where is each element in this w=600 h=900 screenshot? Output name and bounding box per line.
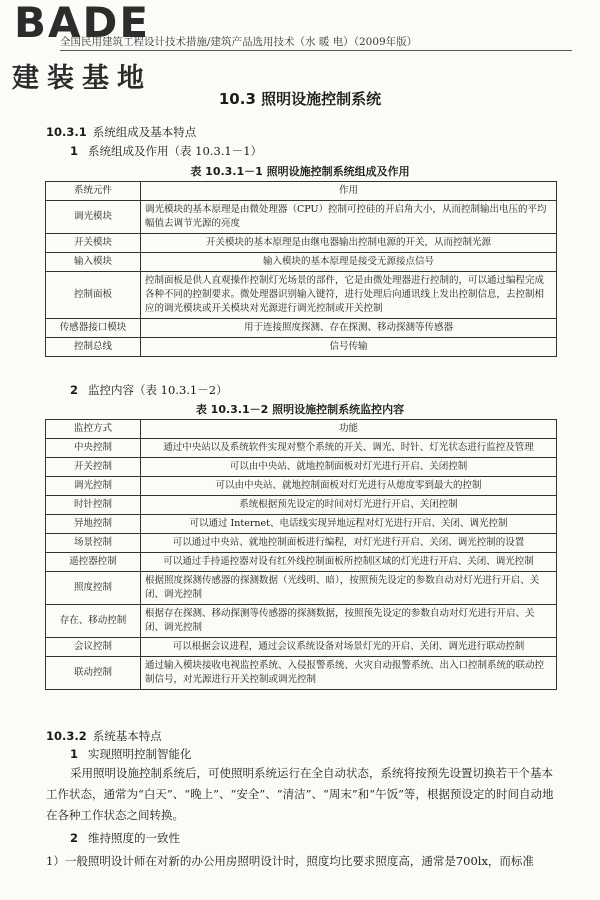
subsection-number: 10.3.1 [46,125,87,139]
table-row [46,458,557,477]
row-desc-cell: 可以通过 Internet、电话线实现异地远程对灯光进行开启、关闭、调光控制 [141,515,557,534]
list-item [70,746,192,762]
item-number: 2 [70,383,79,397]
row-desc-cell: 调光模块的基本原理是由微处理器（CPU）控制可控硅的开启角大小，从而控制输出电压的平均幅值去调节光源的亮度 [141,201,557,234]
subsection-title: 系统组成及基本特点 [92,125,197,139]
running-title: 全国民用建筑工程设计技术措施/建筑产品选用技术（水 暖 电）（2009年版） [60,36,418,48]
row-desc-cell: 开关模块的基本原理是由继电器输出控制电源的开关，从而控制光源 [141,234,557,253]
item-text: 维持照度的一致性 [88,831,181,845]
column-header-name: 监控方式 [46,420,141,439]
body-paragraph: 采用照明设施控制系统后，可使照明系统运行在全自动状态，系统将按预先设置切换若干个基本工作状态，通常为“白天”、“晚上”、“安全”、“清洁”、“周末”和“午饭”等，根据预设定的时间自动地在各种工作状态之间转换。 [46,766,554,822]
row-name-cell: 异地控制 [46,515,141,534]
row-name-cell: 控制总线 [46,338,141,357]
list-item [70,143,262,159]
row-name-cell: 照度控制 [46,572,141,605]
row-name-cell: 遥控器控制 [46,553,141,572]
table-caption: 表 10.3.1－1 照明设施控制系统组成及作用 [190,165,410,178]
table-row [46,272,557,319]
row-name-cell: 时针控制 [46,496,141,515]
table-header-row [46,420,557,439]
row-name-cell: 场景控制 [46,534,141,553]
section-title: 10.3 照明设施控制系统 [218,90,382,108]
row-desc-cell: 用于连接照度探测、存在探测、移动探测等传感器 [141,319,557,338]
row-desc-cell: 通过输入模块接收电视监控系统、入侵报警系统、火灾自动报警系统、出入口控制系统的联动控制信号，对光源进行开关控制或调光控制 [141,657,557,690]
subsection-number: 10.3.2 [46,729,87,743]
item-number: 1 [70,747,79,761]
row-desc-cell: 可以由中央站、就地控制面板对灯光进行从熄度零到最大的控制 [141,477,557,496]
table-caption: 表 10.3.1－2 照明设施控制系统监控内容 [195,403,405,416]
row-name-cell: 传感器接口模块 [46,319,141,338]
table-row [46,234,557,253]
table-row [46,477,557,496]
logo-subtitle: 建装基地 [12,63,152,94]
table-row [46,657,557,690]
item-number: 2 [70,831,79,845]
row-name-cell: 中央控制 [46,439,141,458]
row-desc-cell: 可以通过手持遥控器对设有红外线控制面板所控制区域的灯光进行开启、关闭、调光控制 [141,553,557,572]
column-header-name: 系统元件 [46,182,141,201]
table-row [46,605,557,638]
row-desc-cell: 可以根据会议进程，通过会议系统设备对场景灯光的开启、关闭、调光进行联动控制 [141,638,557,657]
table-row [46,572,557,605]
row-desc-cell: 输入模块的基本原理是接受无源接点信号 [141,253,557,272]
header-divider [60,50,572,51]
item-text: 监控内容（表 10.3.1－2） [88,383,228,397]
row-desc-cell: 可以由中央站、就地控制面板对灯光进行开启、关闭控制 [141,458,557,477]
monitoring-table [45,419,557,690]
item-text: 实现照明控制智能化 [88,747,192,761]
row-name-cell: 调光控制 [46,477,141,496]
list-item [70,830,180,846]
components-table [45,181,557,357]
table-row [46,638,557,657]
row-desc-cell: 根据存在探测、移动探测等传感器的探测数据，按照预先设定的参数自动对灯光进行开启、关闭、调光控制 [141,605,557,638]
table-header-row [46,182,557,201]
table-row [46,439,557,458]
row-name-cell: 联动控制 [46,657,141,690]
table-row [46,515,557,534]
table-row [46,534,557,553]
row-desc-cell: 可以通过中央站、就地控制面板进行编程，对灯光进行开启、关闭、调光控制的设置 [141,534,557,553]
row-name-cell: 调光模块 [46,201,141,234]
row-name-cell: 开关控制 [46,458,141,477]
table-row [46,553,557,572]
item-number: 1 [70,144,79,158]
table-row [46,319,557,338]
subsection-heading-10-3-1 [46,124,196,140]
row-desc-cell: 通过中央站以及系统软件实现对整个系统的开关、调光、时针、灯光状态进行监控及管理 [141,439,557,458]
row-name-cell: 存在、移动控制 [46,605,141,638]
row-desc-cell: 系统根据预先设定的时间对灯光进行开启、关闭控制 [141,496,557,515]
row-desc-cell: 根据照度探测传感器的探测数据（光线明、暗），按照预先设定的参数自动对灯光进行开启、关闭、调光控制 [141,572,557,605]
row-name-cell: 开关模块 [46,234,141,253]
table-row [46,253,557,272]
table-row [46,201,557,234]
list-item [70,382,228,398]
subsection-heading-10-3-2 [46,728,162,744]
column-header-desc: 作用 [141,182,557,201]
item-text: 系统组成及作用（表 10.3.1－1） [88,144,263,158]
row-name-cell: 控制面板 [46,272,141,319]
row-name-cell: 输入模块 [46,253,141,272]
subsection-title: 系统基本特点 [92,729,162,743]
logo: BADE [14,0,151,47]
table-row [46,496,557,515]
table-row [46,338,557,357]
row-desc-cell: 信号传输 [141,338,557,357]
body-line: 1）一般照明设计师在对新的办公用房照明设计时，照度均比要求照度高，通常是700lx，而标准 [46,854,534,868]
row-desc-cell: 控制面板是供人直观操作控制灯光场景的部件，它是由微处理器进行控制的，可以通过编程完成各种不同的控制要求。微处理器识别输入键符，进行处理后向通讯线上发出控制信息，去控制相应的调光模块或开关模块对光源进行调光控制或开关控制 [141,272,557,319]
row-name-cell: 会议控制 [46,638,141,657]
column-header-desc: 功能 [141,420,557,439]
